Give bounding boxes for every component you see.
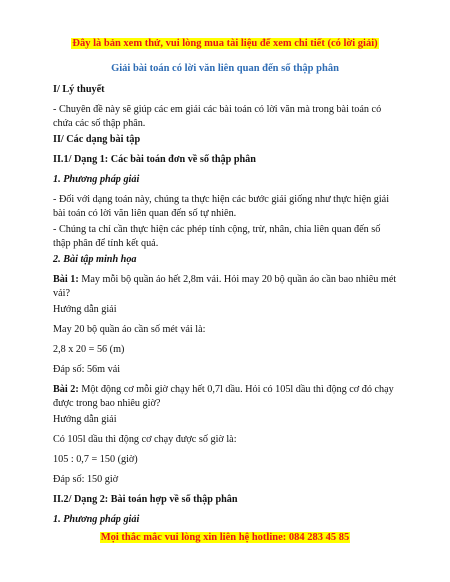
type2-heading: II.2/ Dạng 2: Bài toán hợp về số thập phân [53, 494, 238, 505]
section1-heading: I/ Lý thuyết [53, 84, 105, 95]
type1-method-p1: - Đối với dạng toán này, chúng ta thực hiện các bước giải giống như thực hiện giải bài toán có lời văn liên quan đến số tự nhiên. [53, 194, 390, 219]
exercise-1-answer: Đáp số: 56m vải [53, 364, 121, 375]
preview-notice-text: Đây là bản xem thử, vui lòng mua tài liệu để xem chi tiết (có lời giải) [72, 38, 378, 49]
exercise-1-label: Bài 1: [53, 274, 79, 285]
type2-method-heading: 1. Phương pháp giải [53, 514, 140, 525]
hotline-notice [0, 532, 450, 543]
exercise-2-step2: 105 : 0,7 = 150 (giờ) [53, 454, 138, 465]
exercise-2-guide: Hướng dẫn giải [53, 414, 117, 425]
exercise-1-question: May mỗi bộ quần áo hết 2,8m vải. Hỏi may 20 bộ quần áo cần bao nhiêu mét vải? [53, 274, 397, 299]
exercise-2-question: Một động cơ mỗi giờ chạy hết 0,7l dầu. Hỏi có 105l dầu thì động cơ đó chạy được trong bao nhiêu giờ? [53, 384, 394, 409]
document-title: Giải bài toán có lời văn liên quan đến số thập phân [111, 63, 339, 74]
preview-notice [0, 38, 450, 49]
type1-method-heading: 1. Phương pháp giải [53, 174, 140, 185]
exercise-2-label: Bài 2: [53, 384, 79, 395]
type1-examples-heading: 2. Bài tập minh họa [53, 254, 137, 265]
section2-heading: II/ Các dạng bài tập [53, 134, 141, 145]
exercise-2-answer: Đáp số: 150 giờ [53, 474, 119, 485]
exercise-1-step2: 2,8 x 20 = 56 (m) [53, 344, 125, 355]
exercise-2-step1: Có 105l dầu thì động cơ chạy được số giờ là: [53, 434, 237, 445]
type1-method-p2: - Chúng ta chỉ cần thực hiện các phép tính cộng, trừ, nhân, chia liên quan đến số thập phân để tính kết quả. [53, 224, 381, 249]
hotline-notice-text: Mọi thắc mắc vui lòng xin liên hệ hotline: 084 283 45 85 [100, 532, 350, 543]
exercise-2 [53, 383, 398, 411]
exercise-1-step1: May 20 bộ quần áo cần số mét vải là: [53, 324, 206, 335]
type1-heading: II.1/ Dạng 1: Các bài toán đơn về số thập phân [53, 154, 256, 165]
exercise-1-guide: Hướng dẫn giải [53, 304, 117, 315]
exercise-1 [53, 273, 398, 301]
section1-text: - Chuyên đề này sẽ giúp các em giải các bài toán có lời văn mà trong bài toán có chứa các số thập phân. [53, 104, 382, 129]
